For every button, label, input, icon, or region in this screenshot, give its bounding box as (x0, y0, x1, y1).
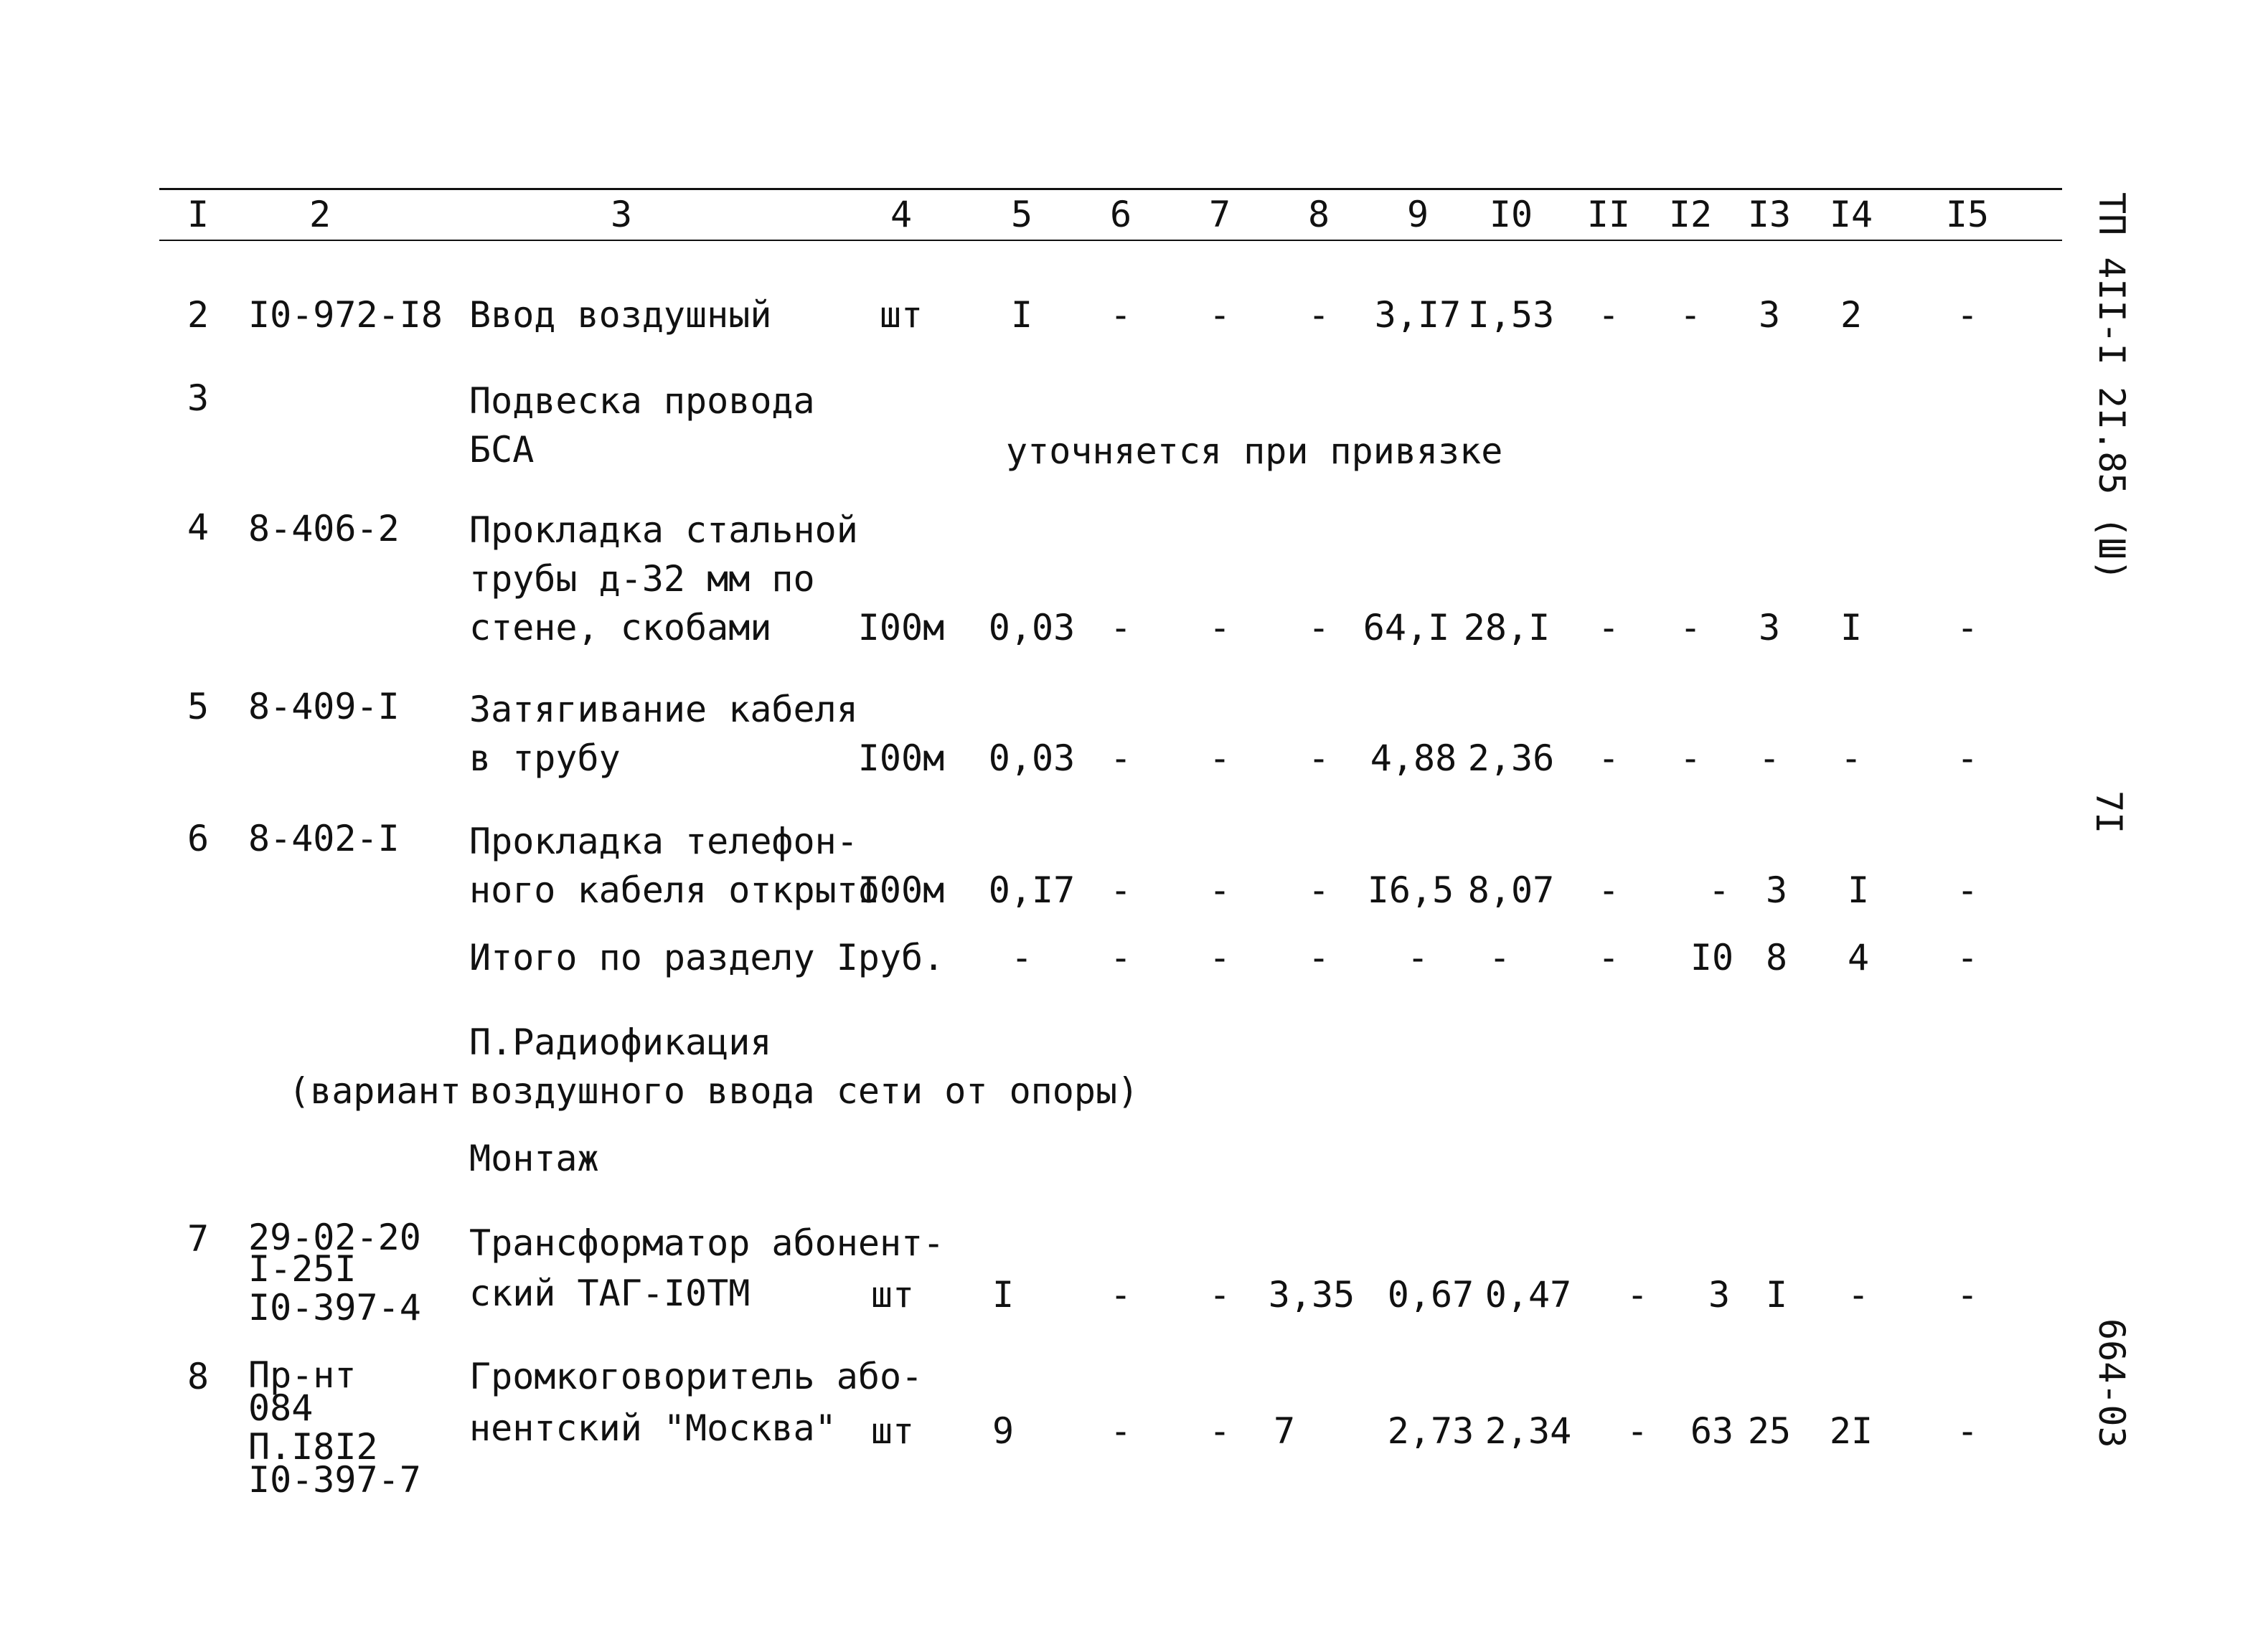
cell-col-8: - (1307, 294, 1330, 336)
cell-col-7: - (1208, 1410, 1231, 1452)
section-title: П.Радиофикация (469, 1021, 772, 1063)
row-unit: I00м (857, 737, 945, 779)
cell-col-10: 0,47 (1485, 1274, 1572, 1316)
cell-col-11: - (1597, 294, 1620, 336)
row-unit: шт (870, 1410, 915, 1452)
cell-col-14: 2 (1840, 294, 1863, 336)
row-unit: I00м (857, 869, 945, 911)
cell-col-7: - (1208, 937, 1231, 978)
doc-code: ТП 4II-I 2I.85 (Ш) (2091, 192, 2132, 581)
row-name: Громкоговоритель або- (469, 1356, 923, 1397)
row-number: 7 (187, 1218, 210, 1260)
cell-col-11: - (1626, 1274, 1649, 1316)
cell-col-10: 2,34 (1485, 1410, 1572, 1452)
cell-col-11: - (1597, 937, 1620, 978)
cell-col-7: - (1208, 294, 1231, 336)
cell-col-10: 8,07 (1467, 869, 1555, 911)
album-number: 664-03 (2091, 1318, 2132, 1448)
header-col-13: I3 (1747, 194, 1792, 235)
row-name: БСА (469, 429, 535, 471)
row-name: трубы д-32 мм по (469, 558, 815, 600)
header-col-10: I0 (1489, 194, 1533, 235)
row-number: 6 (187, 818, 210, 859)
row-name: ский ТАГ-I0ТМ (469, 1273, 751, 1314)
header-col-4: 4 (890, 194, 913, 235)
row-name: стене, скобами (469, 607, 772, 648)
header-col-9: 9 (1406, 194, 1429, 235)
row-code: I0-397-4 (248, 1287, 421, 1328)
cell-col-14: - (1840, 737, 1863, 779)
cell-col-12: - (1708, 869, 1731, 911)
cell-col-15: - (1956, 294, 1979, 336)
cell-col-15: - (1956, 937, 1979, 978)
cell-col-5: 0,03 (988, 737, 1076, 779)
cell-col-15: - (1956, 1410, 1979, 1452)
cell-col-9: 0,67 (1387, 1274, 1474, 1316)
cell-col-9: 2,73 (1387, 1410, 1474, 1452)
cell-col-13: 3 (1758, 294, 1781, 336)
section-subtitle: Монтаж (469, 1138, 599, 1179)
header-col-15: I5 (1945, 194, 1990, 235)
header-col-3: 3 (610, 194, 633, 235)
row-code: I0-397-7 (248, 1459, 421, 1501)
cell-col-13: I (1765, 1274, 1788, 1316)
cell-col-6: - (1109, 937, 1132, 978)
row-name: Подвеска провода (469, 380, 815, 422)
row-number: 5 (187, 686, 210, 727)
cell-col-6: - (1109, 294, 1132, 336)
cell-col-12: 63 (1690, 1410, 1734, 1452)
cell-col-14: 4 (1847, 937, 1870, 978)
cell-col-14: I (1840, 607, 1863, 648)
row-code: П.I8I2 (248, 1426, 378, 1468)
cell-col-9: 3,I7 (1374, 294, 1462, 336)
row-name: Ввод воздушный (469, 294, 772, 336)
cell-col-13: 3 (1758, 607, 1781, 648)
cell-col-10: - (1488, 937, 1511, 978)
row-unit: шт (870, 1274, 915, 1316)
cell-col-11: - (1597, 737, 1620, 779)
cell-col-14: - (1847, 1274, 1870, 1316)
cell-col-8: - (1307, 737, 1330, 779)
cell-col-9: I6,5 (1367, 869, 1454, 911)
row-name: в трубу (469, 737, 621, 779)
cell-col-9: 64,I (1363, 607, 1450, 648)
cell-col-11: - (1597, 869, 1620, 911)
cell-col-9: 4,88 (1370, 737, 1457, 779)
cell-col-14: 2I (1829, 1410, 1873, 1452)
row-code: I0-972-I8 (248, 294, 443, 336)
header-col-8: 8 (1307, 194, 1330, 235)
row-code: 8-406-2 (248, 508, 400, 549)
row-number: 8 (187, 1356, 210, 1397)
row-number: 3 (187, 377, 210, 419)
cell-col-8: 3,35 (1268, 1274, 1355, 1316)
cell-col-5: I (992, 1274, 1015, 1316)
cell-col-8: - (1307, 937, 1330, 978)
cell-col-8: 7 (1273, 1410, 1296, 1452)
header-col-2: 2 (309, 194, 331, 235)
cell-col-15: - (1956, 869, 1979, 911)
row-code: 29-02-20 (248, 1217, 421, 1258)
row-note: уточняется при привязке (1006, 430, 1503, 472)
cell-col-11: - (1597, 607, 1620, 648)
page-number: 7I (2088, 790, 2130, 834)
table-header-rule (159, 240, 2062, 241)
cell-col-7: - (1208, 1274, 1231, 1316)
row-unit: шт (879, 294, 923, 336)
cell-col-8: - (1307, 869, 1330, 911)
row-unit: I00м (857, 607, 945, 648)
header-col-12: I2 (1668, 194, 1713, 235)
cell-col-15: - (1956, 607, 1979, 648)
row-name: Прокладка телефон- (469, 821, 858, 862)
cell-col-7: - (1208, 607, 1231, 648)
header-col-5: 5 (1010, 194, 1033, 235)
cell-col-10: 28,I (1463, 607, 1551, 648)
cell-col-9: - (1406, 937, 1429, 978)
section-variant-left: (вариант (288, 1070, 461, 1112)
row-name: ного кабеля открыто (469, 869, 880, 911)
cell-col-6: - (1109, 1410, 1132, 1452)
header-col-1: I (187, 194, 210, 235)
cell-col-13: 25 (1747, 1410, 1792, 1452)
cell-col-14: I (1847, 869, 1870, 911)
cell-col-12: I0 (1690, 937, 1734, 978)
cell-col-5: 0,I7 (988, 869, 1076, 911)
header-col-7: 7 (1208, 194, 1231, 235)
cell-col-7: - (1208, 737, 1231, 779)
row-code: 084 (248, 1387, 314, 1429)
header-col-6: 6 (1109, 194, 1132, 235)
cell-col-6: - (1109, 607, 1132, 648)
row-name: нентский "Москва" (469, 1407, 837, 1449)
row-name: Затягивание кабеля (469, 689, 858, 730)
row-name: Трансформатор абонент- (469, 1222, 945, 1264)
section-variant-right: воздушного ввода сети от опоры) (469, 1070, 1139, 1112)
cell-col-10: 2,36 (1467, 737, 1555, 779)
cell-col-11: - (1626, 1410, 1649, 1452)
cell-col-13: - (1758, 737, 1781, 779)
cell-col-7: - (1208, 869, 1231, 911)
row-name: Прокладка стальной (469, 509, 858, 551)
cell-col-5: 9 (992, 1410, 1015, 1452)
cell-col-8: - (1307, 607, 1330, 648)
cell-col-6: - (1109, 737, 1132, 779)
cell-col-12: - (1679, 294, 1702, 336)
row-number: 4 (187, 506, 210, 548)
header-col-11: II (1586, 194, 1631, 235)
table-top-rule (159, 188, 2062, 190)
row-unit: руб. (857, 937, 945, 978)
cell-col-13: 8 (1765, 937, 1788, 978)
row-code: 8-409-I (248, 686, 400, 727)
row-number: 2 (187, 294, 210, 336)
cell-col-15: - (1956, 737, 1979, 779)
row-code: Пр-нт (248, 1354, 357, 1396)
cell-col-15: - (1956, 1274, 1979, 1316)
cell-col-6: - (1109, 869, 1132, 911)
cell-col-10: I,53 (1467, 294, 1555, 336)
cell-col-5: I (1010, 294, 1033, 336)
cell-col-12: - (1679, 737, 1702, 779)
cell-col-6: - (1109, 1274, 1132, 1316)
row-code: 8-402-I (248, 818, 400, 859)
cell-col-13: 3 (1765, 869, 1788, 911)
cell-col-5: 0,03 (988, 607, 1076, 648)
cell-col-5: - (1010, 937, 1033, 978)
cell-col-12: 3 (1708, 1274, 1731, 1316)
cell-col-12: - (1679, 607, 1702, 648)
header-col-14: I4 (1829, 194, 1873, 235)
row-code: I-25I (248, 1248, 357, 1290)
row-name: Итого по разделу I (469, 937, 858, 978)
